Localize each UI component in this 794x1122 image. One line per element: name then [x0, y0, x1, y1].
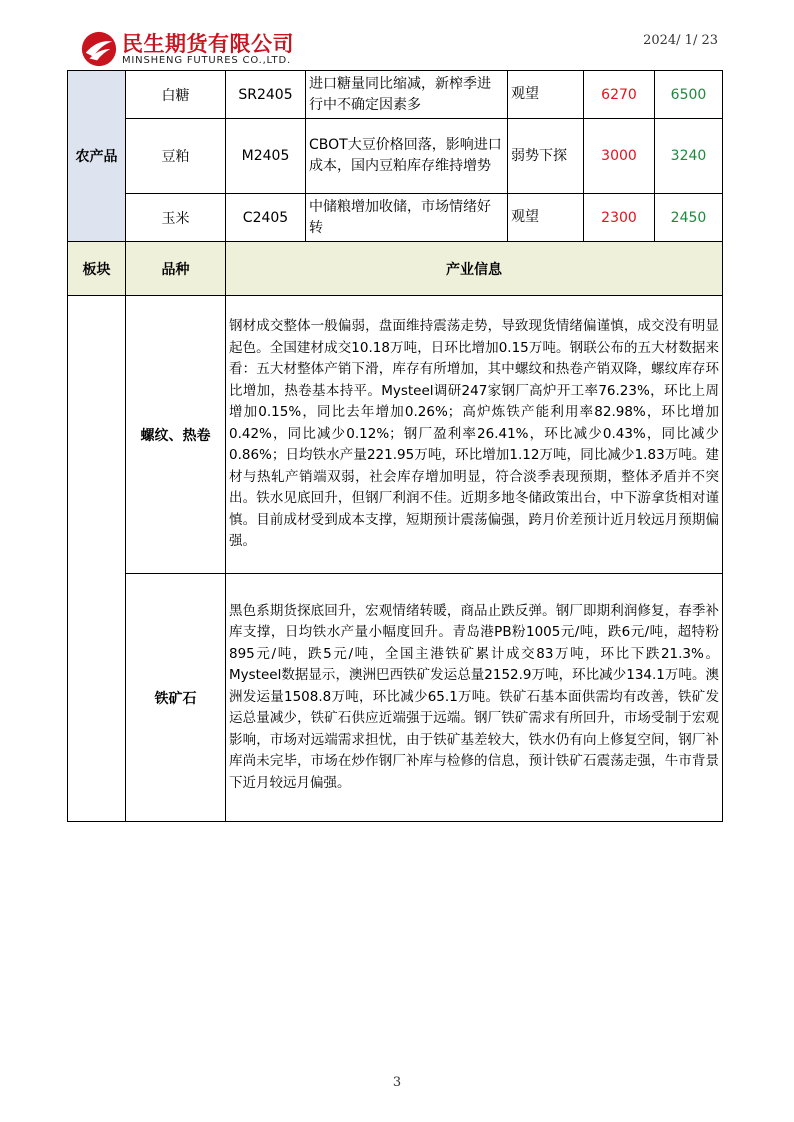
company-name-cn: 民生期货有限公司: [122, 32, 294, 56]
industry-info-text: 黑色系期货探底回升，宏观情绪转暖，商品止跌反弹。钢厂即期利润修复，春季补库支撑，日均铁水产量小幅度回升。青岛港PB粉1005元/吨，跌6元/吨，超特粉895元/吨，跌5元/吨，全国主港铁矿累计成交83万吨，环比下跌21.3%。Mysteel数据显示，澳洲巴西铁矿发运总量2152.9万吨，环比减少134.1万吨。澳洲发运量1508.8万吨，环比减少65.1万吨。铁矿石基本面供需均有改善，铁矿发运总量减少，铁矿石供应近端强于远端。钢厂铁矿需求有所回升，市场受制于宏观影响，市场对远端需求担忧，由于铁矿基差较大，铁水仍有向上修复空间，钢厂补库尚未完毕，市场在炒作钢厂补库与检修的信息，预计铁矿石震荡走强，牛市背景下近月较远月偏强。: [226, 574, 723, 822]
table-row: [68, 194, 723, 242]
view-text: 观望: [508, 71, 584, 119]
sector-label: 农产品: [68, 71, 126, 242]
agri-table: [67, 70, 723, 822]
column-header-variety: 品种: [126, 242, 226, 296]
logic-text: 中储粮增加收储，市场情绪好转: [306, 194, 508, 242]
resistance-price: 3240: [655, 119, 723, 194]
table-row: [68, 119, 723, 194]
column-header-sector: 板块: [68, 242, 126, 296]
variety-name: 玉米: [126, 194, 226, 242]
resistance-price: 2450: [655, 194, 723, 242]
table-row: [68, 574, 723, 822]
contract-code: C2405: [226, 194, 306, 242]
company-name-en: MINSHENG FUTURES CO.,LTD.: [122, 55, 291, 66]
contract-code: M2405: [226, 119, 306, 194]
logic-text: 进口糖量同比缩减，新榨季进行中不确定因素多: [306, 71, 508, 119]
table-row: [68, 296, 723, 574]
minsheng-logo-icon: [80, 30, 118, 68]
view-text: 弱势下探: [508, 119, 584, 194]
support-price: 6270: [584, 71, 655, 119]
logic-text: CBOT大豆价格回落，影响进口成本，国内豆粕库存维持增势: [306, 119, 508, 194]
table-row: [68, 71, 723, 119]
resistance-price: 6500: [655, 71, 723, 119]
sector-cell-empty: [68, 296, 126, 822]
variety-name: 铁矿石: [126, 574, 226, 822]
support-price: 3000: [584, 119, 655, 194]
report-date: 2024/ 1/ 23: [643, 33, 718, 48]
column-header-industry-info: 产业信息: [226, 242, 723, 296]
industry-info-text: 钢材成交整体一般偏弱，盘面维持震荡走势，导致现货情绪偏谨慎，成交没有明显起色。全国建材成交10.18万吨，日环比增加0.15万吨。钢联公布的五大材数据来看：五大材整体产销下滑，库存有所增加，其中螺纹和热卷产销双降，螺纹库存环比增加，热卷基本持平。Mysteel调研247家钢厂高炉开工率76.23%，环比上周增加0.15%，同比去年增加0.26%；高炉炼铁产能利用率82.98%，环比增加0.42%，同比减少0.12%；钢厂盈利率26.41%，环比减少0.43%，同比减少0.86%；日均铁水产量221.95万吨，环比增加1.12万吨，同比减少1.83万吨。建材与热轧产销端双弱，社会库存增加明显，符合淡季表现预期，整体矛盾并不突出。铁水见底回升，但钢厂利润不佳。近期多地冬储政策出台，中下游拿货相对谨慎。目前成材受到成本支撑，短期预计震荡偏强，跨月价差预计近月较远月预期偏强。: [226, 296, 723, 574]
page-number: 3: [392, 1075, 402, 1090]
variety-name: 螺纹、热卷: [126, 296, 226, 574]
variety-name: 白糖: [126, 71, 226, 119]
variety-name: 豆粕: [126, 119, 226, 194]
support-price: 2300: [584, 194, 655, 242]
view-text: 观望: [508, 194, 584, 242]
contract-code: SR2405: [226, 71, 306, 119]
table-header-row: [68, 242, 723, 296]
page-header: [0, 0, 794, 72]
